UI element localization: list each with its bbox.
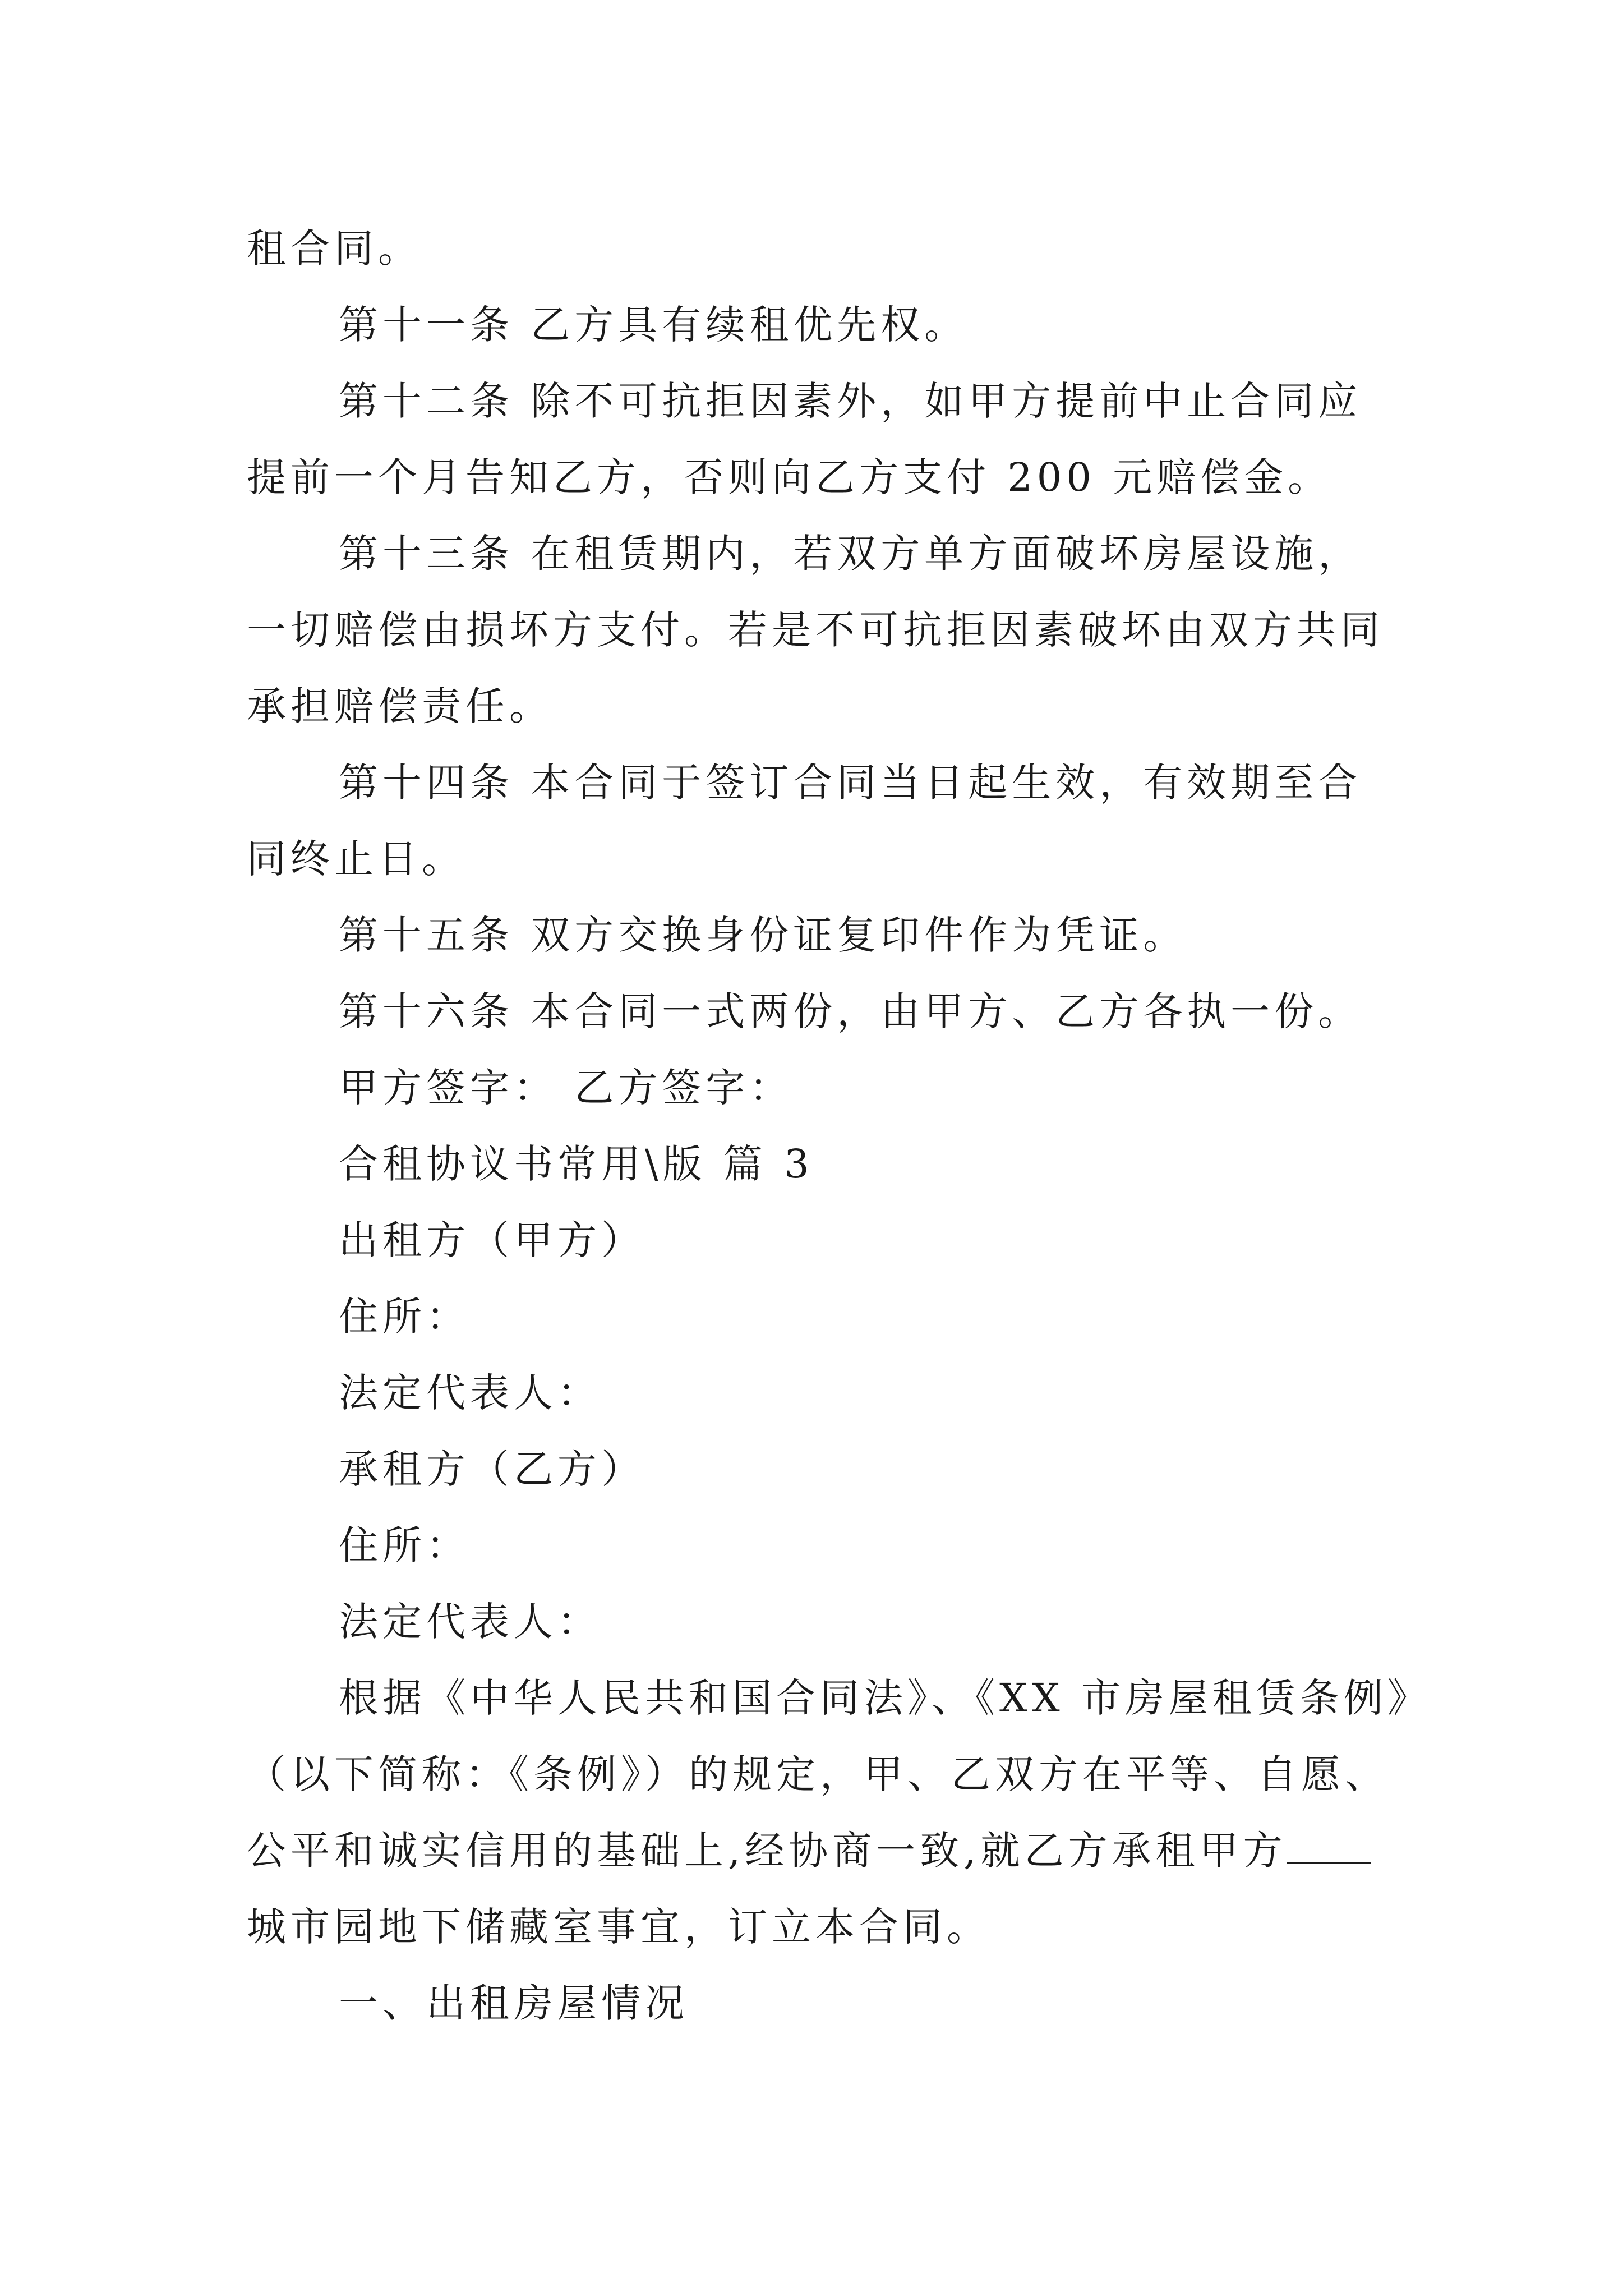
line-text: 租合同。 — [247, 226, 422, 272]
paragraph-line — [247, 973, 1391, 1050]
party-label — [247, 1431, 1391, 1507]
line-text: 第十五条 双方交换身份证复印件作为凭证。 — [339, 912, 1187, 958]
paragraph-line — [247, 1812, 1391, 1889]
paragraph-line — [247, 439, 1391, 516]
line-text: 第十二条 除不可抗拒因素外，如甲方提前中止合同应 — [339, 378, 1362, 424]
line-text: 根据《中华人民共和国合同法》、《XX 市房屋租赁条例》 — [339, 1675, 1431, 1721]
paragraph-line — [247, 1889, 1391, 1965]
line-text: 住所： — [339, 1522, 470, 1568]
paragraph-line — [247, 363, 1391, 439]
field-label — [247, 1584, 1391, 1660]
paragraph-line — [247, 668, 1391, 744]
paragraph-line — [247, 897, 1391, 973]
paragraph-line — [247, 592, 1391, 668]
document-body — [247, 210, 1431, 2041]
line-text: 甲方签字： 乙方签字： — [339, 1065, 794, 1111]
line-text: 第十三条 在租赁期内，若双方单方面破坏房屋设施， — [339, 531, 1362, 577]
paragraph-line — [247, 210, 1391, 287]
section-heading — [247, 1965, 1391, 2041]
line-text: 一切赔偿由损坏方支付。若是不可抗拒因素破坏由双方共同 — [247, 607, 1384, 653]
line-text: 出租方（甲方） — [339, 1217, 645, 1263]
line-text: 第十一条 乙方具有续租优先权。 — [339, 302, 969, 348]
line-text: 第十四条 本合同于签订合同当日起生效，有效期至合 — [339, 760, 1362, 806]
paragraph-line — [247, 744, 1391, 821]
paragraph-line — [247, 1736, 1391, 1812]
line-text: 第十六条 本合同一式两份，由甲方、乙方各执一份。 — [339, 988, 1362, 1034]
fill-in-blank — [1287, 1834, 1371, 1864]
line-text: 法定代表人： — [339, 1370, 601, 1416]
paragraph-line — [247, 1660, 1431, 1736]
line-text: 承租方（乙方） — [339, 1446, 645, 1492]
party-label — [247, 1202, 1391, 1278]
paragraph-line — [247, 821, 1391, 897]
field-label — [247, 1355, 1391, 1431]
line-text: 城市园地下储藏室事宜，订立本合同。 — [247, 1904, 990, 1950]
field-label — [247, 1278, 1391, 1355]
line-text: 一、出租房屋情况 — [339, 1980, 689, 2026]
line-text: 承担赔偿责任。 — [247, 683, 553, 729]
paragraph-line — [247, 287, 1391, 363]
line-text: 同终止日。 — [247, 836, 465, 882]
line-text: 提前一个月告知乙方，否则向乙方支付 200 元赔偿金。 — [247, 454, 1332, 500]
section-title — [247, 1126, 1391, 1202]
paragraph-line — [247, 516, 1391, 592]
line-text: 合租协议书常用\版 篇 3 — [339, 1141, 814, 1187]
line-text: 住所： — [339, 1294, 470, 1340]
field-label — [247, 1507, 1391, 1584]
signature-line — [247, 1050, 1391, 1126]
line-text: （以下简称：《条例》）的规定，甲、乙双方在平等、自愿、 — [247, 1751, 1389, 1797]
line-text: 法定代表人： — [339, 1599, 601, 1645]
line-text: 公平和诚实信用的基础上,经协商一致,就乙方承租甲方 — [247, 1828, 1287, 1874]
